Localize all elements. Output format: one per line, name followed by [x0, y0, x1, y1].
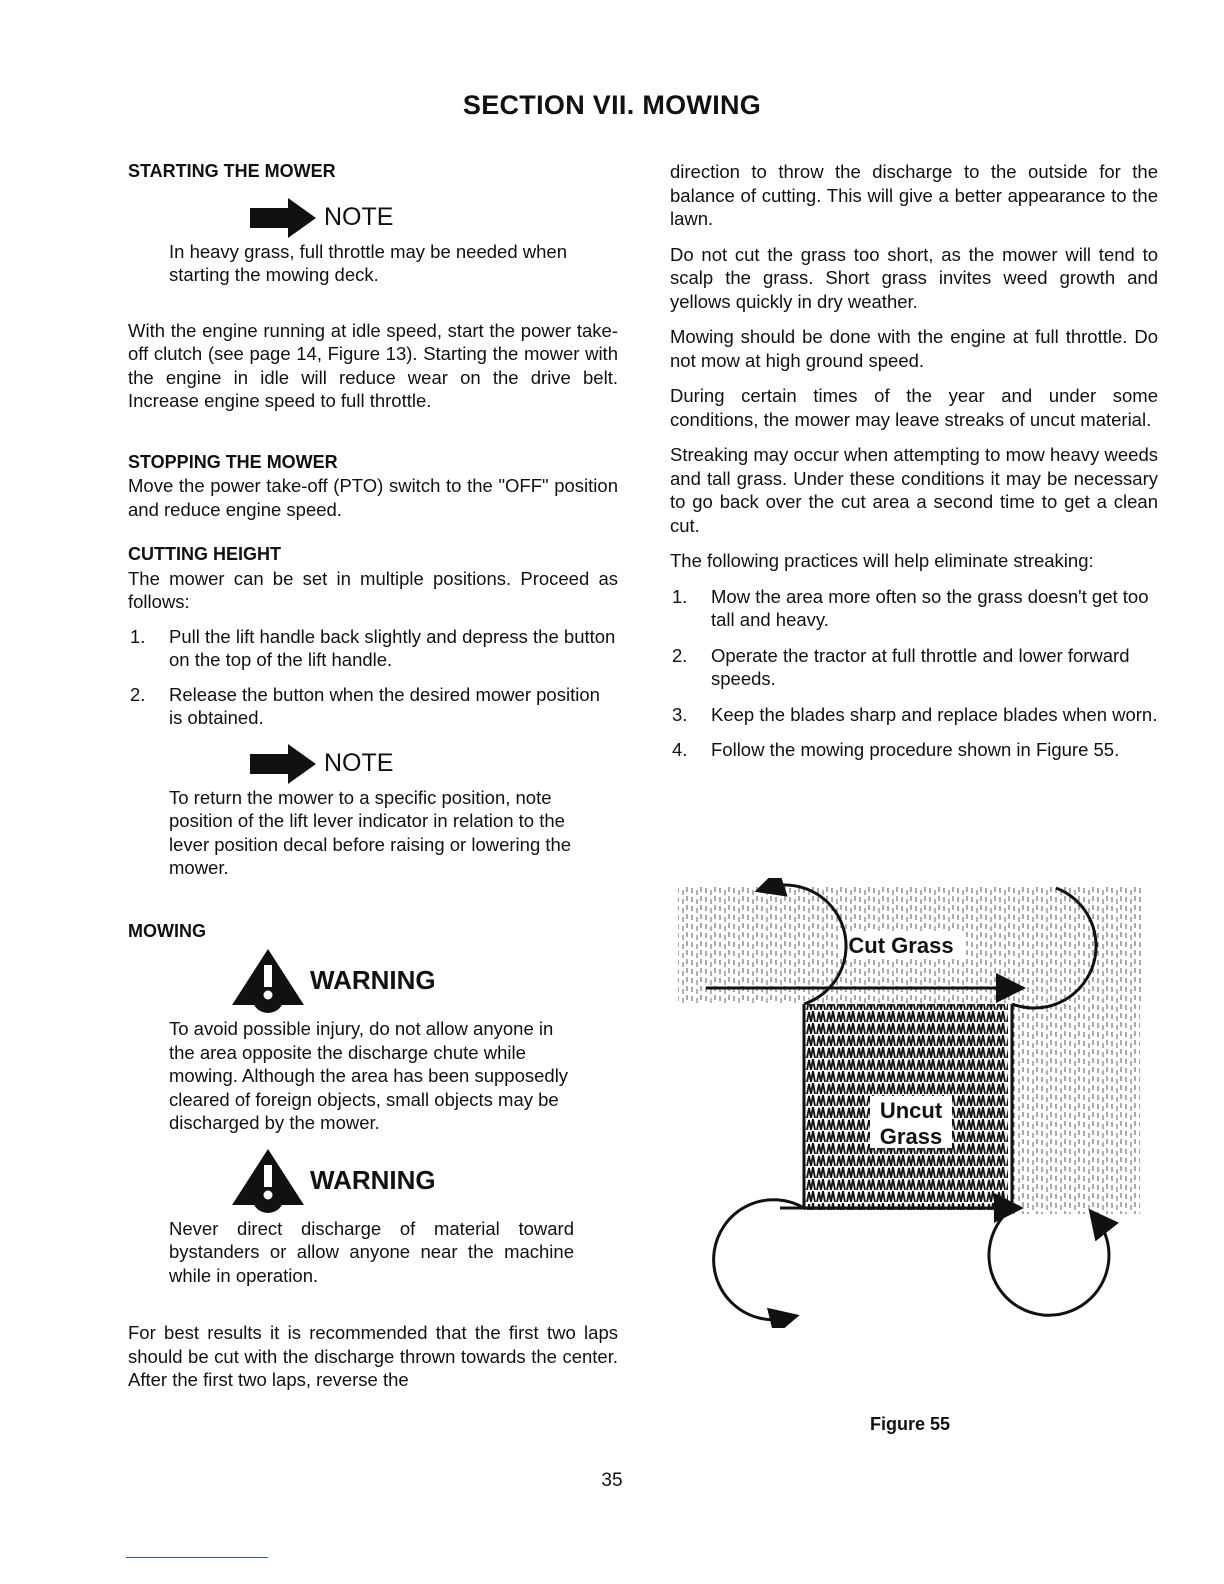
right-para-3: Mowing should be done with the engine at full throttle. Do not mow at high ground speed.	[670, 326, 1158, 371]
mowing-pattern-figure	[676, 878, 1146, 1328]
page-number: 35	[601, 1470, 623, 1491]
starting-heading: STARTING THE MOWER	[128, 161, 336, 181]
right-para-5: Streaking may occur when attempting to mow heavy weeds and tall grass. Under these conditions it may be necessary to go back over the cut area a second time to get a clean cut.	[670, 444, 1158, 536]
warning-callout-1	[232, 949, 618, 1013]
note-2-text: To return the mower to a specific position, note position of the lift lever indicator in relation to the lever position decal before raising or lowering the mower.	[169, 786, 572, 878]
warning-callout-2	[232, 1149, 618, 1213]
list-item: 4. Follow the mowing procedure shown in Figure 55.	[672, 739, 1120, 760]
note-callout-2	[250, 744, 618, 784]
warning-1-text: To avoid possible injury, do not allow anyone in the area opposite the discharge chute while mowing. Although the area has been supposedly cleared of foreign objects, small objects may be discharged by the mower.	[169, 1018, 569, 1133]
practices-list	[670, 585, 1158, 762]
note-label: NOTE	[324, 748, 394, 777]
left-column	[128, 160, 618, 1392]
uncut-label: Uncut	[879, 1098, 943, 1123]
starting-text: With the engine running at idle speed, start the power take-off clutch (see page 14, Figure 13). Starting the mower with the engine in idle will reduce wear on the drive belt. Increase engine speed to full throttle.	[128, 319, 618, 411]
grass-label: Grass	[879, 1124, 943, 1149]
right-para-6: The following practices will help eliminate streaking:	[670, 550, 1094, 571]
cutting-height-text: The mower can be set in multiple positions. Proceed as follows:	[128, 567, 618, 612]
list-item: 2. Operate the tractor at full throttle and lower forward speeds.	[672, 644, 1130, 689]
figure-caption: Figure 55	[870, 1414, 951, 1434]
warning-label: WARNING	[310, 965, 436, 996]
cut-grass-label: Cut Grass	[848, 933, 954, 958]
right-para-4: During certain times of the year and under some conditions, the mower may leave streaks of uncut material.	[670, 385, 1158, 430]
arrow-note-icon	[250, 744, 318, 784]
list-item: 2. Release the button when the desired mower position is obtained.	[130, 683, 600, 728]
right-para-2: Do not cut the grass too short, as the mower will tend to scalp the grass. Short grass invites weed growth and yellows quickly in dry weather.	[670, 243, 1158, 312]
arrow-note-icon	[250, 198, 318, 238]
right-column	[670, 160, 1158, 762]
best-results-text: For best results it is recommended that the first two laps should be cut with the discharge thrown towards the center. After the first two laps, reverse the	[128, 1322, 618, 1390]
right-para-1: direction to throw the discharge to the outside for the balance of cutting. This will give a better appearance to the lawn.	[670, 161, 1158, 229]
section-title: SECTION VII. MOWING	[462, 90, 762, 120]
cut-grass-strip	[1012, 1004, 1140, 1214]
note-callout-1	[250, 198, 618, 238]
mowing-heading: MOWING	[128, 920, 206, 941]
note-label: NOTE	[324, 202, 394, 231]
stopping-heading: STOPPING THE MOWER	[128, 451, 338, 472]
warning-2-text: Never direct discharge of material toward bystanders or allow anyone near the machine while in operation.	[169, 1217, 574, 1286]
cutting-steps-list	[128, 625, 618, 730]
footer-rule	[126, 1557, 268, 1558]
warning-icon	[232, 1149, 304, 1213]
list-item: 3. Keep the blades sharp and replace blades when worn.	[672, 703, 1158, 725]
warning-label: WARNING	[310, 1164, 436, 1195]
note-1-text: In heavy grass, full throttle may be needed when starting the mowing deck.	[169, 240, 567, 285]
cutting-height-heading: CUTTING HEIGHT	[128, 544, 281, 564]
list-item: 1. Pull the lift handle back slightly and depress the button on the top of the lift handle.	[130, 625, 616, 670]
warning-icon	[232, 949, 304, 1013]
stopping-text: Move the power take-off (PTO) switch to the "OFF" position and reduce engine speed.	[128, 475, 618, 520]
list-item: 1. Mow the area more often so the grass doesn't get too tall and heavy.	[672, 585, 1149, 630]
